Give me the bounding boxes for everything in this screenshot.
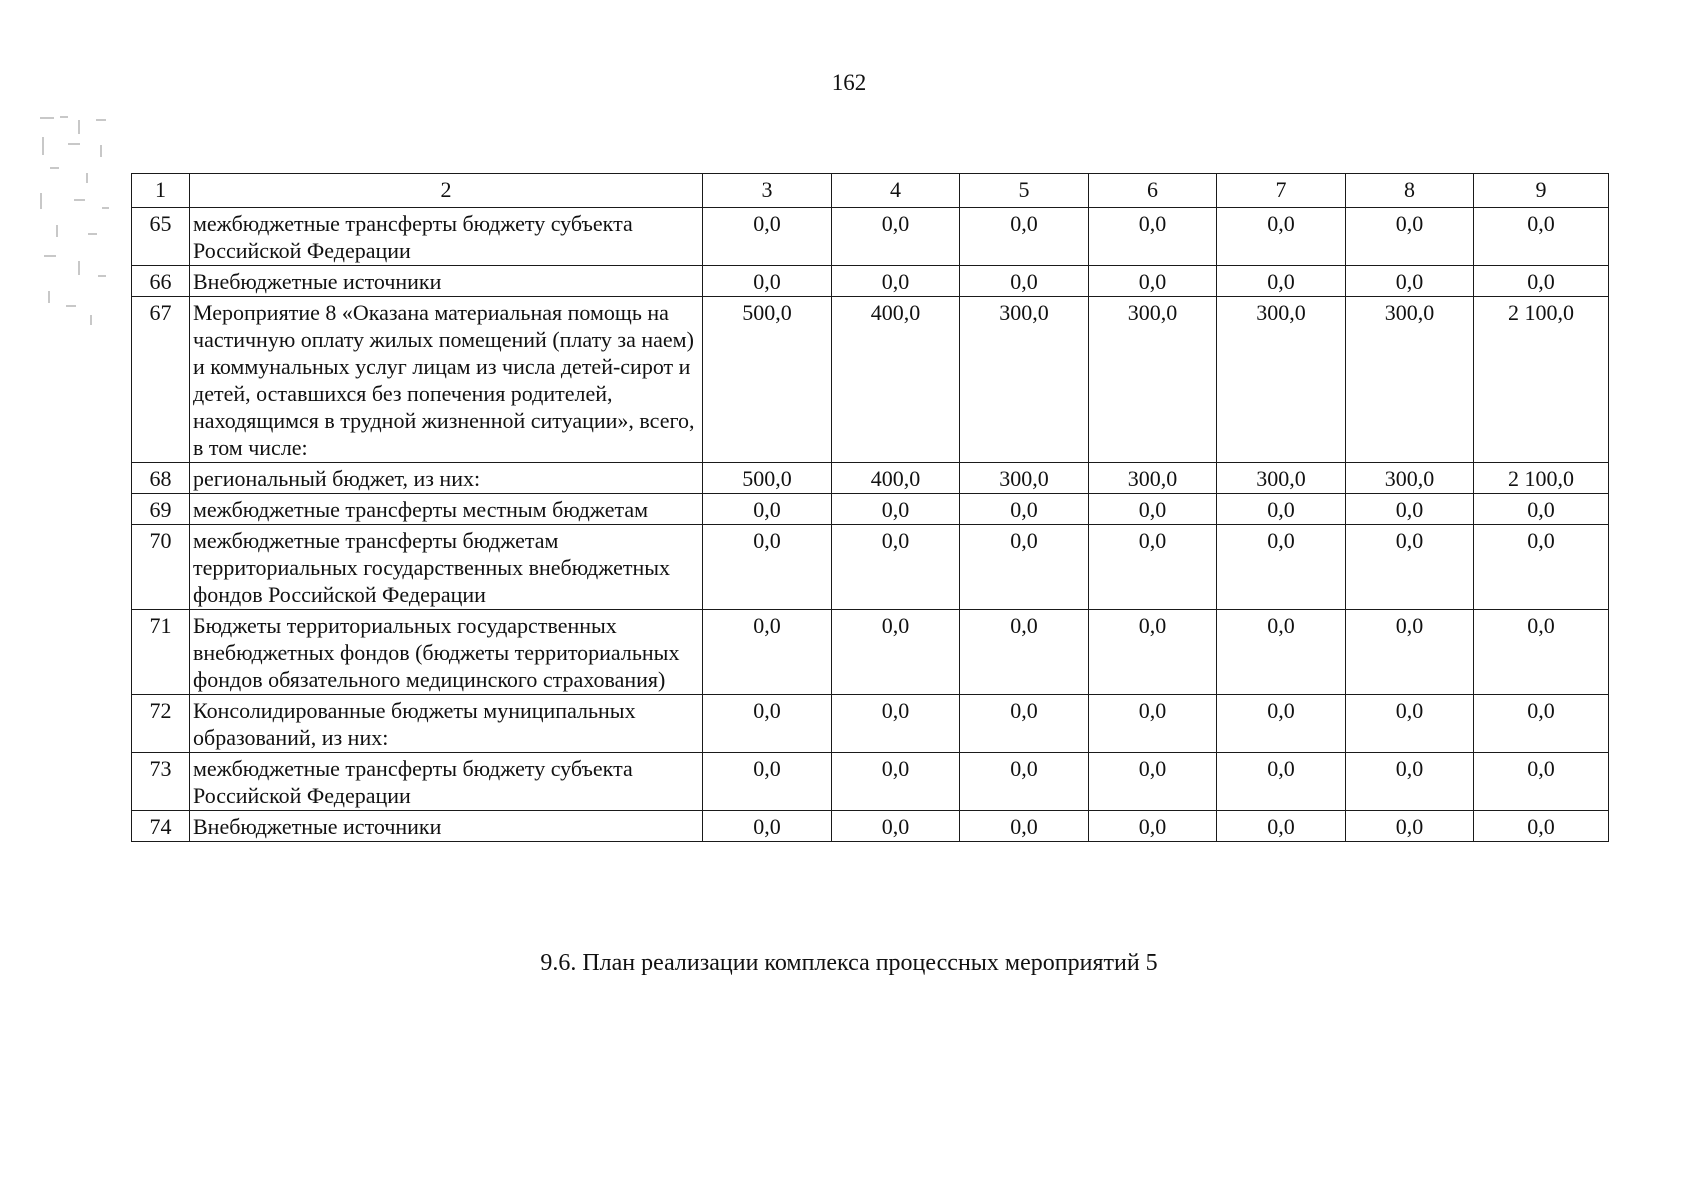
row-number: 68: [132, 463, 190, 494]
row-name: Внебюджетные источники: [190, 811, 703, 842]
row-value: 0,0: [703, 494, 832, 525]
row-value: 0,0: [1089, 811, 1217, 842]
row-value: 0,0: [1474, 266, 1609, 297]
row-value: 400,0: [832, 297, 960, 463]
table-header-row: [132, 174, 1609, 208]
row-value: 0,0: [1474, 811, 1609, 842]
row-number: 65: [132, 208, 190, 266]
row-value: 0,0: [1217, 753, 1346, 811]
row-name: региональный бюджет, из них:: [190, 463, 703, 494]
row-value: 0,0: [832, 208, 960, 266]
table-row: [132, 266, 1609, 297]
row-value: 0,0: [960, 208, 1089, 266]
row-value: 0,0: [1217, 494, 1346, 525]
row-value: 0,0: [1474, 208, 1609, 266]
row-value: 0,0: [1217, 525, 1346, 610]
row-value: 0,0: [832, 494, 960, 525]
row-value: 0,0: [960, 266, 1089, 297]
row-value: 0,0: [703, 610, 832, 695]
page-number: 162: [831, 70, 867, 95]
table-row: [132, 297, 1609, 463]
row-value: 0,0: [1217, 266, 1346, 297]
row-name: межбюджетные трансферты бюджетам территориальных государственных внебюджетных фондов Российской Федерации: [190, 525, 703, 610]
row-value: 300,0: [1089, 297, 1217, 463]
column-number: 2: [190, 174, 703, 208]
row-value: 0,0: [703, 811, 832, 842]
row-value: 300,0: [1217, 297, 1346, 463]
row-value: 0,0: [832, 811, 960, 842]
row-value: 0,0: [832, 525, 960, 610]
row-value: 0,0: [1346, 208, 1474, 266]
row-number: 66: [132, 266, 190, 297]
table-row: [132, 811, 1609, 842]
row-value: 0,0: [832, 753, 960, 811]
row-value: 0,0: [1474, 525, 1609, 610]
row-value: 0,0: [703, 525, 832, 610]
row-value: 0,0: [832, 610, 960, 695]
row-value: 300,0: [960, 463, 1089, 494]
row-value: 2 100,0: [1474, 297, 1609, 463]
row-value: 0,0: [1474, 753, 1609, 811]
row-value: 0,0: [1089, 266, 1217, 297]
row-value: 0,0: [960, 753, 1089, 811]
column-number: 4: [832, 174, 960, 208]
row-value: 500,0: [703, 297, 832, 463]
row-name: межбюджетные трансферты бюджету субъекта Российской Федерации: [190, 208, 703, 266]
row-value: 300,0: [1217, 463, 1346, 494]
row-value: 0,0: [1217, 610, 1346, 695]
row-value: 0,0: [960, 811, 1089, 842]
row-value: 0,0: [703, 208, 832, 266]
column-number: 1: [132, 174, 190, 208]
row-value: 0,0: [703, 695, 832, 753]
row-value: 0,0: [960, 494, 1089, 525]
row-value: 0,0: [1089, 525, 1217, 610]
row-number: 67: [132, 297, 190, 463]
column-number: 5: [960, 174, 1089, 208]
row-value: 0,0: [1346, 695, 1474, 753]
column-number: 3: [703, 174, 832, 208]
row-value: 300,0: [1346, 463, 1474, 494]
column-number: 8: [1346, 174, 1474, 208]
row-name: Консолидированные бюджеты муниципальных образований, из них:: [190, 695, 703, 753]
row-number: 72: [132, 695, 190, 753]
table-row: [132, 525, 1609, 610]
table-row: [132, 463, 1609, 494]
row-value: 0,0: [1346, 525, 1474, 610]
row-number: 74: [132, 811, 190, 842]
row-number: 71: [132, 610, 190, 695]
row-value: 0,0: [1346, 494, 1474, 525]
row-name: Мероприятие 8 «Оказана материальная помощь на частичную оплату жилых помещений (плату за наем) и коммунальных услуг лицам из числа детей-сирот и детей, оставшихся без попечения родителей, находящимся в трудной жизненной ситуации», всего, в том числе:: [190, 297, 703, 463]
row-value: 0,0: [960, 610, 1089, 695]
row-value: 0,0: [1474, 695, 1609, 753]
row-value: 0,0: [1089, 208, 1217, 266]
scan-artifact-marks: [38, 115, 113, 330]
row-value: 0,0: [1217, 208, 1346, 266]
table-row: [132, 753, 1609, 811]
row-value: 0,0: [832, 695, 960, 753]
row-value: 400,0: [832, 463, 960, 494]
table-row: [132, 208, 1609, 266]
row-value: 0,0: [1217, 811, 1346, 842]
row-name: межбюджетные трансферты бюджету субъекта Российской Федерации: [190, 753, 703, 811]
row-value: 300,0: [960, 297, 1089, 463]
row-value: 2 100,0: [1474, 463, 1609, 494]
row-value: 0,0: [1089, 610, 1217, 695]
row-number: 69: [132, 494, 190, 525]
table-row: [132, 494, 1609, 525]
row-value: 300,0: [1346, 297, 1474, 463]
row-name: межбюджетные трансферты местным бюджетам: [190, 494, 703, 525]
row-value: 0,0: [1217, 695, 1346, 753]
row-value: 0,0: [703, 266, 832, 297]
row-number: 73: [132, 753, 190, 811]
row-value: 0,0: [1089, 753, 1217, 811]
column-number: 7: [1217, 174, 1346, 208]
table-row: [132, 610, 1609, 695]
row-value: 0,0: [1089, 695, 1217, 753]
column-number: 6: [1089, 174, 1217, 208]
row-value: 500,0: [703, 463, 832, 494]
row-value: 0,0: [960, 695, 1089, 753]
row-number: 70: [132, 525, 190, 610]
row-value: 0,0: [1346, 811, 1474, 842]
row-value: 0,0: [1474, 494, 1609, 525]
row-value: 0,0: [703, 753, 832, 811]
row-value: 0,0: [960, 525, 1089, 610]
row-value: 0,0: [1089, 494, 1217, 525]
row-value: 0,0: [1346, 610, 1474, 695]
budget-table: [131, 173, 1609, 842]
row-value: 0,0: [1346, 266, 1474, 297]
row-value: 0,0: [1346, 753, 1474, 811]
column-number: 9: [1474, 174, 1609, 208]
table-row: [132, 695, 1609, 753]
row-name: Внебюджетные источники: [190, 266, 703, 297]
row-value: 0,0: [832, 266, 960, 297]
row-value: 300,0: [1089, 463, 1217, 494]
row-value: 0,0: [1474, 610, 1609, 695]
row-name: Бюджеты территориальных государственных внебюджетных фондов (бюджеты территориальных фондов обязательного медицинского страхования): [190, 610, 703, 695]
section-heading: 9.6. План реализации комплекса процессных мероприятий 5: [540, 950, 1158, 976]
